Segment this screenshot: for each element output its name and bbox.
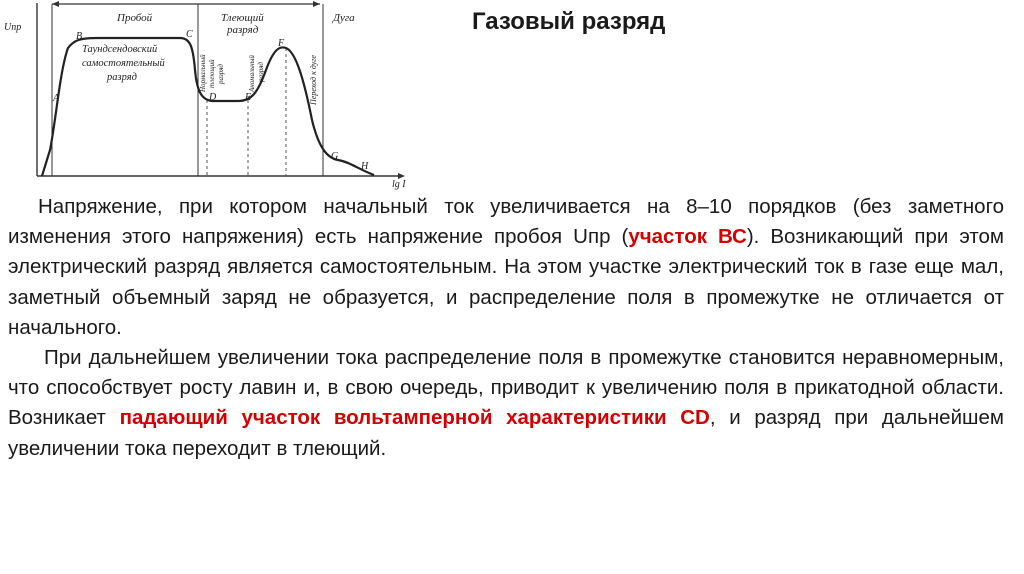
- normal-glow-line-3: разряд: [217, 64, 225, 84]
- townsend-line-2: самостоятельный: [82, 58, 165, 69]
- townsend-line-3: разряд: [107, 72, 137, 83]
- point-label-g: G: [331, 151, 339, 162]
- townsend-line-1: Таундсендовский: [82, 44, 158, 55]
- paragraph-1-text-start: Напряжение, при котором начальный ток увеличивается на 8–10 порядков (без заметного изменения этого напряжения) есть напряжение пробоя Uпр (: [8, 195, 1004, 249]
- paragraph-2-text-end: , и разряд при дальнейшем увеличении тока переходит в тлеющий.: [8, 406, 1004, 460]
- highlight-section-bc: участок ВС: [628, 225, 747, 249]
- point-label-e: E: [245, 92, 252, 103]
- point-label-f: F: [278, 38, 285, 49]
- y-axis-label: Uпр: [4, 22, 22, 33]
- paragraph-1: [8, 192, 1004, 343]
- abnormal-glow-line-1: Аномальный: [248, 55, 256, 92]
- gas-discharge-characteristic-figure: [0, 0, 420, 190]
- point-label-d: D: [209, 92, 217, 103]
- body-text: [8, 192, 1004, 464]
- paragraph-2-text-start: При дальнейшем увеличении тока распределение поля в промежутке становится неравномерным, что способствует росту лавин и, в свою очередь, приводит к увеличению поля в прикатодной области. Возникает: [8, 346, 1004, 430]
- transition-arc-label: Переход к дуге: [309, 55, 318, 105]
- region-label-breakdown: Пробой: [117, 12, 153, 24]
- abnormal-glow-line-2: разряд: [257, 62, 265, 82]
- slide-title: Газовый разряд: [472, 8, 666, 35]
- x-axis-label: lg I: [392, 179, 406, 190]
- paragraph-2: [8, 343, 1004, 464]
- point-label-h: H: [361, 161, 369, 172]
- point-label-c: C: [186, 29, 193, 40]
- highlight-falling-section-cd: падающий участок вольтамперной характеристики CD: [119, 406, 710, 430]
- region-label-glow-2: разряд: [227, 24, 259, 36]
- paragraph-1-text-end: ). Возникающий при этом электрический разряд является самостоятельным. На этом участке электрический ток в газе еще мал, заметный объемный заряд не образуется, и распределение поля в промежутке не отличается от начального.: [8, 225, 1004, 339]
- region-label-arc: Дуга: [333, 12, 355, 24]
- region-label-glow: Тлеющий: [221, 12, 264, 24]
- region-top-arrow-left: [52, 1, 59, 7]
- point-label-a: A: [53, 93, 60, 104]
- normal-glow-line-1: Нормальный: [199, 54, 207, 92]
- region-top-arrow-right: [313, 1, 320, 7]
- normal-glow-line-2: тлеющий: [208, 59, 216, 88]
- point-label-b: B: [76, 31, 83, 42]
